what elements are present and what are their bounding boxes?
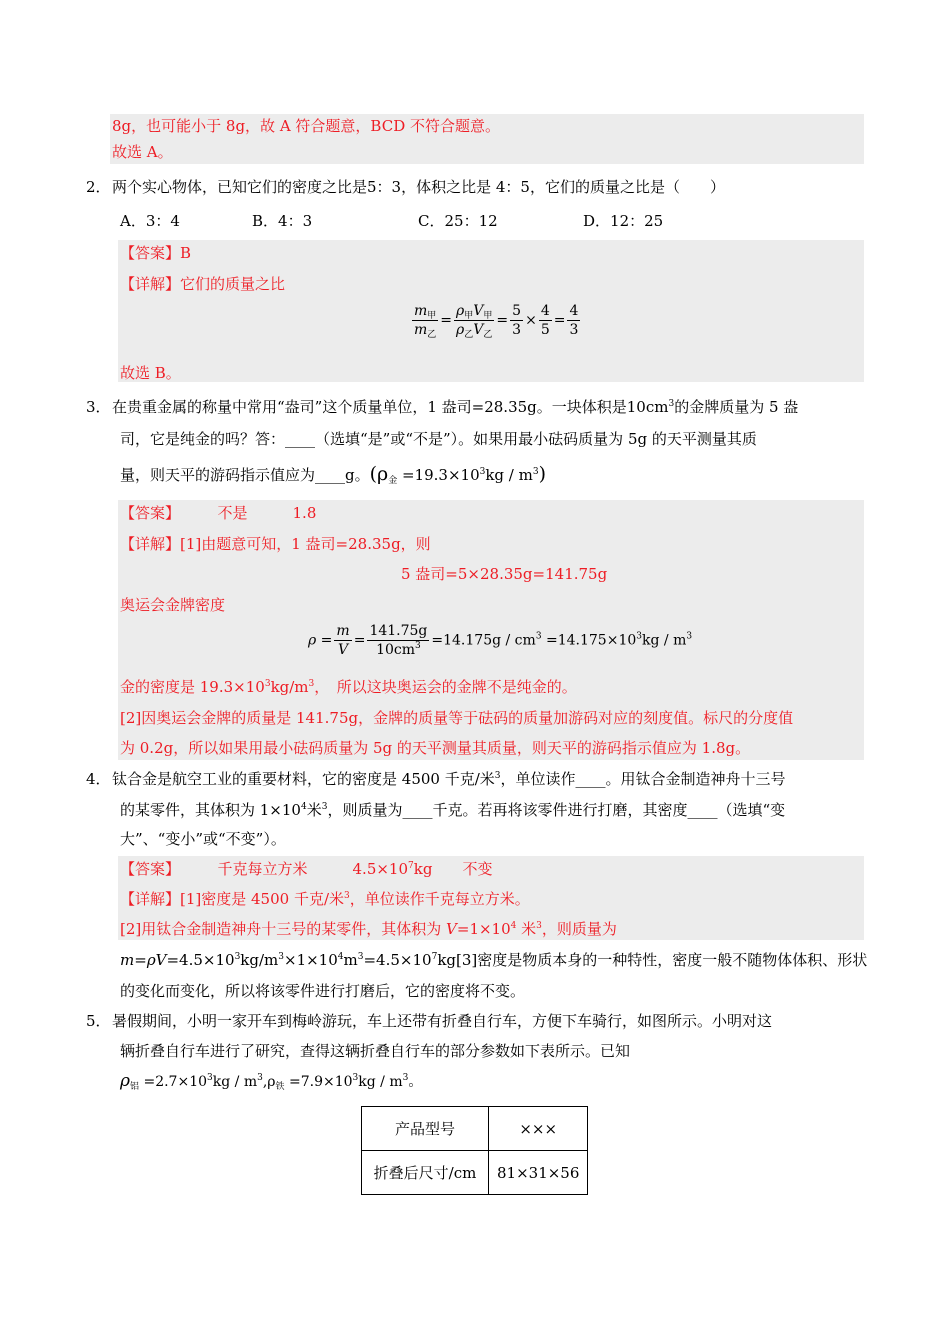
q4-detail1: 【详解】[1]密度是 4500 千克/米$^3$，单位读作千克每立方米。 bbox=[120, 890, 530, 908]
option-text: 25：12 bbox=[444, 212, 498, 230]
q2-stem-c: ，它们的质量之比是（ ） bbox=[529, 178, 725, 196]
q3-conclusion1: 金的密度是 $19.3\times 10^3kg/m^3$， 所以这块奥运会的金牌不是纯金的。 bbox=[120, 678, 577, 696]
q3-detail: 【详解】[1]由题意可知，1 盎司=28.35g，则 bbox=[120, 535, 431, 553]
q3-line1: 在贵重金属的称量中常用“盎司”这个质量单位，1 盎司=28.35g。一块体积是$10cm^3$的金牌质量为 5 盎 bbox=[112, 398, 799, 416]
bike-spec-table bbox=[361, 1106, 588, 1195]
q2-option-a bbox=[120, 210, 180, 232]
q4-line3: 大”、“变小”或“不变”）。 bbox=[120, 830, 286, 848]
q4-calc-cont: 的变化而变化，所以将该零件进行打磨后，它的密度将不变。 bbox=[120, 982, 526, 1000]
q2-formula: $\frac{m_甲}{m_乙}$ = $\frac{\rho_甲V_甲}{\rho_乙V_乙}$ = $\frac{5}{3}$ × $\frac{4}{5}$ = $\frac{4}{3}$ bbox=[414, 303, 579, 340]
frac-mass-volume: $\frac{141.75g}{10cm^3}$ bbox=[369, 623, 428, 658]
frac-m-v: $\frac{m}{V}$ bbox=[336, 623, 350, 658]
q5-number: 5． bbox=[86, 1012, 111, 1030]
q3-density-label: 奥运会金牌密度 bbox=[120, 596, 226, 614]
q3-calc1: 5 盎司=5×28.35g=141.75g bbox=[401, 565, 608, 583]
q2-detail: 【详解】它们的质量之比 bbox=[120, 275, 286, 293]
option-letter: A． bbox=[120, 212, 146, 230]
q2-ratio-volume: ：5 bbox=[505, 178, 530, 196]
q1-conclusion: 故选 A。 bbox=[112, 143, 173, 161]
q2-answer: 【答案】B bbox=[120, 244, 192, 262]
table-cell-value: ××× bbox=[489, 1107, 588, 1151]
q4-calc: $m=\rho V=4.5\times 10^3kg/m^3\times 1\times 10^4m^3=4.5\times 10^7kg[3]$密度是物质本身的一种特性，密度一般不随物体体积、形状 bbox=[120, 951, 868, 969]
q2-option-b bbox=[252, 210, 312, 232]
option-letter: C． bbox=[418, 212, 445, 230]
frac-mass: $\frac{m_甲}{m_乙}$ bbox=[414, 303, 437, 340]
q3-formula: ρ = $\frac{m}{V}$ = $\frac{141.75g}{10cm^3}$ $=14.175g / cm^3 =14.175\times 10^3kg / m^3$ bbox=[308, 623, 693, 658]
table-row bbox=[362, 1107, 588, 1151]
frac-5-3: $\frac{5}{3}$ bbox=[512, 303, 522, 338]
q2-option-c bbox=[418, 210, 498, 232]
q3-conclusion3: 为 0.2g，所以如果用最小砝码质量为 5g 的天平测量其质量，则天平的游码指示值应为 1.8g。 bbox=[120, 739, 751, 757]
option-text: 3：4 bbox=[145, 212, 180, 230]
q4-answer: 【答案】 千克每立方米 $4.5\times 10^7kg$ 不变 bbox=[120, 860, 493, 878]
q2-conclusion: 故选 B。 bbox=[120, 364, 181, 382]
frac-4-3: $\frac{4}{3}$ bbox=[569, 303, 579, 338]
q3-answer: 【答案】 不是 1.8 bbox=[120, 504, 317, 522]
q4-number: 4． bbox=[86, 770, 111, 788]
q5-line1: 暑假期间，小明一家开车到梅岭游玩，车上还带有折叠自行车，方便下车骑行，如图所示。小明对这 bbox=[112, 1012, 773, 1030]
option-letter: D． bbox=[583, 212, 611, 230]
q4-detail2: [2]用钛合金制造神舟十三号的某零件，其体积为 $V=1\times 10^4$ 米$^3$，则质量为 bbox=[120, 920, 617, 938]
table-row bbox=[362, 1151, 588, 1195]
option-letter: B． bbox=[252, 212, 279, 230]
q3-line3: 量，则天平的游码指示值应为____g。$(\rho_金 =19.3\times 10^3kg / m^3)$ bbox=[120, 463, 547, 486]
option-text: 4：3 bbox=[278, 212, 313, 230]
q4-line2: 的某零件，其体积为 $1\times 10^4$米$^3$，则质量为____千克。若再将该零件进行打磨，其密度____（选填“变 bbox=[120, 801, 786, 819]
q2-ratio-density: 5：3 bbox=[367, 178, 402, 196]
frac-4-5: $\frac{4}{5}$ bbox=[540, 303, 550, 338]
q2-stem-b: ，体积之比是 4 bbox=[401, 178, 506, 196]
frac-rho-v: $\frac{\rho_甲V_甲}{\rho_乙V_乙}$ bbox=[456, 303, 493, 340]
table-cell-label: 产品型号 bbox=[362, 1107, 489, 1151]
q2-stem-a: 两个实心物体，已知它们的密度之比是 bbox=[112, 178, 368, 196]
q1-conclusion-line: 8g，也可能小于 8g，故 A 符合题意，BCD 不符合题意。 bbox=[112, 117, 501, 135]
q2-number: 2． bbox=[86, 178, 111, 196]
table-cell-label: 折叠后尺寸/cm bbox=[362, 1151, 489, 1195]
q2-option-d bbox=[583, 210, 663, 232]
q4-line1: 钛合金是航空工业的重要材料，它的密度是 4500 千克/米$^3$，单位读作____。用钛合金制造神舟十三号 bbox=[112, 770, 786, 788]
q3-line2: 司，它是纯金的吗？答：____（选填“是”或“不是”）。如果用最小砝码质量为 5g 的天平测量其质 bbox=[120, 430, 757, 448]
option-text: 12：25 bbox=[610, 212, 664, 230]
q3-number: 3． bbox=[86, 398, 111, 416]
q5-line2: 辆折叠自行车进行了研究，查得这辆折叠自行车的部分参数如下表所示。已知 bbox=[120, 1042, 631, 1060]
q5-line3: $\rho_铝 =2.7\times 10^3kg / m^3,\rho_铁 =7.9\times 10^3kg / m^3$。 bbox=[120, 1071, 423, 1092]
q3-conclusion2: [2]因奥运会金牌的质量是 141.75g，金牌的质量等于砝码的质量加游码对应的刻度值。标尺的分度值 bbox=[120, 709, 794, 727]
q2-stem bbox=[112, 176, 725, 198]
table-cell-value: 81×31×56 bbox=[489, 1151, 588, 1195]
